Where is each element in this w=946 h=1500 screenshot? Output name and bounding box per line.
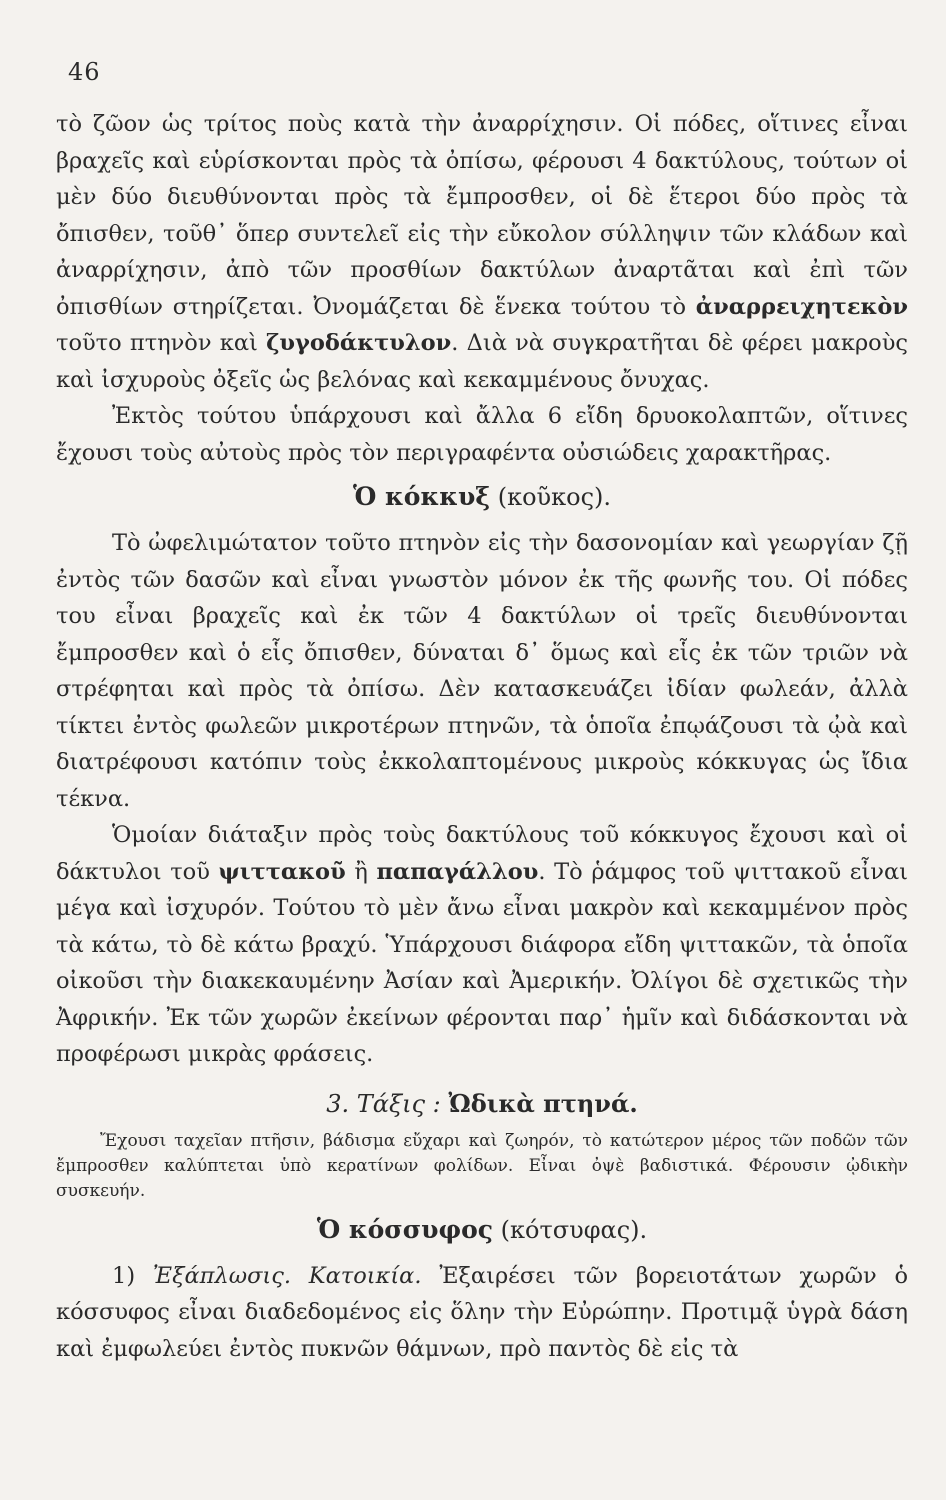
paragraph-cuckoo: Τὸ ὠφελιμώτατον τοῦτο πτηνὸν εἰς τὴν δασονομίαν καὶ γεωργίαν ζῇ ἐντὸς τῶν δασῶν καὶ εἶναι γνωστὸν μόνον ἐκ τῆς φωνῆς του. Οἱ πόδες του εἶναι βραχεῖς καὶ ἐκ τῶν 4 δακτύλων οἱ τρεῖς διευθύνονται ἔμπροσθεν καὶ ὁ εἷς ὄπισθεν, δύναται δ᾽ ὅμως καὶ εἷς ἐκ τῶν τριῶν νὰ στρέφηται καὶ πρὸς τὰ ὀπίσω. Δὲν κατασκευάζει ἰδίαν φωλεάν, ἀλλὰ τίκτει ἐντὸς φωλεῶν μικροτέρων πτηνῶν, τὰ ὁποῖα ἐπῳάζουσι τὰ ᾠὰ καὶ διατρέφουσι κατόπιν τοὺς ἐκκολαπτομένους μικροὺς κόκκυγας ὡς ἴδια τέκνα. [56, 530, 908, 812]
bold-term-zygodactyl: ζυγοδάκτυλον [266, 330, 452, 356]
heading-blackbird [56, 1210, 908, 1250]
heading-cuckoo-bold: Ὁ κόκκυξ [352, 482, 491, 511]
bold-term-parrot: ψιττακοῦ [218, 858, 346, 885]
text-run: Ὁμοίαν διάταξιν πρὸς τοὺς δακτύλους τοῦ κόκκυγος ἔχουσι καὶ οἱ δάκτυλοι τοῦ [56, 822, 908, 885]
text-run: τοῦτο πτηνὸν καὶ [56, 330, 267, 356]
heading-blackbird-bold: Ὁ κόσσυφος [316, 1214, 494, 1244]
paragraph-other-species: Ἐκτὸς τούτου ὑπάρχουσι καὶ ἄλλα 6 εἴδη δρυοκολαπτῶν, οἵτινες ἔχουσι τοὺς αὐτοὺς πρὸς τὸν περιγραφέντα οὐσιώδεις χαρακτῆρας. [56, 403, 908, 466]
text-run: Ἐξαιρέσει τῶν βορειοτάτων χωρῶν ὁ κόσσυφος εἶναι διαδεδομένος εἰς ὅλην τὴν Εὐρώπην. Προτιμᾷ ὑγρὰ δάση καὶ ἐμφωλεύει ἐντὸς πυκνῶν θάμνων, πρὸ παντὸς δὲ εἰς τὰ [56, 1262, 908, 1362]
heading-cuckoo [56, 477, 908, 517]
italic-subheading: Ἐξάπλωσις. Κατοικία. [152, 1262, 422, 1289]
section-title: Ὠδικὰ πτηνά. [448, 1088, 638, 1118]
text-run: τὸ ζῶον ὡς τρίτος ποὺς κατὰ τὴν ἀναρρίχησιν. Οἱ πόδες, οἵτινες εἶναι βραχεῖς καὶ εὑρίσκονται πρὸς τὰ ὀπίσω, φέρουσι 4 δακτύλους, τούτων οἱ μὲν δύο διευθύνονται πρὸς τὰ ἔμπροσθεν, οἱ δὲ ἕτεροι δύο πρὸς τὰ ὄπισθεν, τοῦθ᾽ ὅπερ συντελεῖ εἰς τὴν εὔκολον σύλληψιν τῶν κλάδων καὶ ἀναρρίχησιν, ἀπὸ τῶν προσθίων δακτύλων ἀναρτᾶται καὶ ἐπὶ τῶν ὀπισθίων στηρίζεται. Ὀνομάζεται δὲ ἕνεκα τούτου τὸ [56, 111, 908, 320]
bold-term-papagallos: παπαγάλλου [376, 858, 539, 885]
text-run: . Τὸ ῥάμφος τοῦ ψιττακοῦ εἶναι μέγα καὶ ἰσχυρόν. Τούτου τὸ μὲν ἄνω εἶναι μακρὸν καὶ κεκαμμένον πρὸς τὰ κάτω, τὸ δὲ κάτω βραχύ. Ὑπάρχουσι διάφορα εἴδη ψιττακῶν, τὰ ὁποῖα οἰκοῦσι τὴν διακεκαυμένην Ἀσίαν καὶ Ἀμερικήν. Ὀλίγοι δὲ σχετικῶς τὴν Ἀφρικήν. Ἐκ τῶν χωρῶν ἐκείνων φέρονται παρ᾽ ἡμῖν καὶ διδάσκονται νὰ προφέρωσι μικρὰς φράσεις. [56, 858, 908, 1067]
bold-term-climbing: ἀναρρειχητεκὸν [695, 293, 908, 320]
small-print-description: Ἔχουσι ταχεῖαν πτῆσιν, βάδισμα εὔχαρι καὶ ζωηρόν, τὸ κατώτερον μέρος τῶν ποδῶν τῶν ἔμπροσθεν καλύπτεται ὑπὸ κερατίνων φολίδων. Εἶναι ὀψὲ βαδιστικά. Φέρουσιν ᾠδικὴν συσκευήν. [56, 1130, 908, 1201]
item-number: 1) [112, 1262, 153, 1289]
heading-blackbird-plain: (κότσυφας). [493, 1215, 648, 1244]
paragraph-parrot [56, 817, 908, 1073]
page-number: 46 [68, 58, 101, 86]
section-heading-songbirds [56, 1081, 908, 1127]
section-label: 3. Τάξις : [326, 1089, 449, 1118]
paragraph-blackbird [56, 1258, 908, 1368]
paragraph-woodpecker [56, 106, 908, 398]
text-run: ἢ [345, 858, 377, 885]
text-run: . Διὰ νὰ συγκρατῆται δὲ φέρει μακροὺς καὶ ἰσχυροὺς ὀξεῖς ὡς βελόνας καὶ κεκαμμένους ὄνυχας. [56, 330, 908, 393]
heading-cuckoo-plain: (κοῦκος). [490, 483, 612, 511]
